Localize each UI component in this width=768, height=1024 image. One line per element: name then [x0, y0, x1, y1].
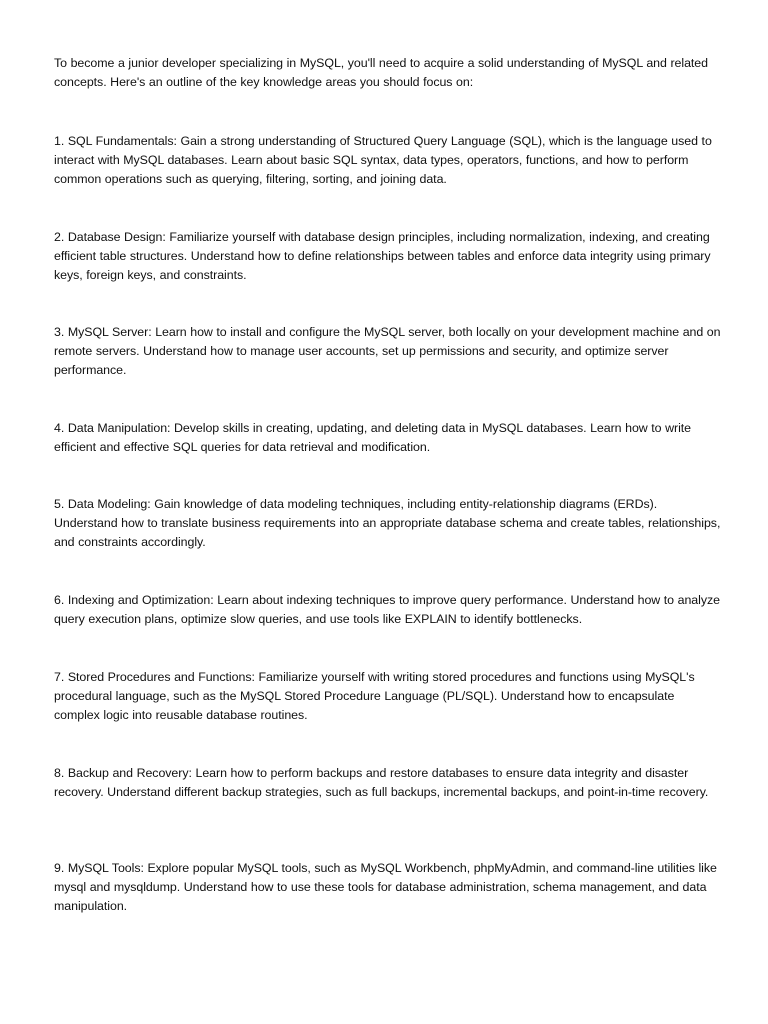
intro-paragraph: To become a junior developer specializing in MySQL, you'll need to acquire a solid understanding of MySQL and related concepts. Here's an outline of the key knowledge areas you should focus on: — [54, 56, 708, 90]
list-item-database-design: 2. Database Design: Familiarize yourself with database design principles, including normalization, indexing, and creating efficient table structures. Understand how to define relationships between tables and enforce data integrity using primary keys, foreign keys, and constraints. — [54, 230, 711, 283]
list-item-indexing-optimization: 6. Indexing and Optimization: Learn about indexing techniques to improve query performance. Understand how to analyze query execution plans, optimize slow queries, and use tools like EXPLAIN to identify bottlenecks. — [54, 593, 720, 627]
list-item-mysql-server: 3. MySQL Server: Learn how to install and configure the MySQL server, both locally on your development machine and on remote servers. Understand how to manage user accounts, set up permissions and security, and optimize server performance. — [54, 325, 721, 378]
list-item-data-modeling: 5. Data Modeling: Gain knowledge of data modeling techniques, including entity-relationship diagrams (ERDs). Understand how to translate business requirements into an appropriate database schema and create tables, relationships, and constraints accordingly. — [54, 497, 721, 550]
list-item-mysql-tools: 9. MySQL Tools: Explore popular MySQL tools, such as MySQL Workbench, phpMyAdmin, and command-line utilities like mysql and mysqldump. Understand how to use these tools for database administration, schema management, and data manipulation. — [54, 861, 717, 914]
list-item-sql-fundamentals: 1. SQL Fundamentals: Gain a strong understanding of Structured Query Language (SQL), which is the language used to interact with MySQL databases. Learn about basic SQL syntax, data types, operators, functions, and how to perform common operations such as querying, filtering, sorting, and joining data. — [54, 134, 712, 187]
list-item-data-manipulation: 4. Data Manipulation: Develop skills in creating, updating, and deleting data in MySQL databases. Learn how to write efficient and effective SQL queries for data retrieval and modification. — [54, 421, 692, 455]
list-item-backup-recovery: 8. Backup and Recovery: Learn how to perform backups and restore databases to ensure data integrity and disaster recovery. Understand different backup strategies, such as full backups, incremental backups, and point-in-time recovery. — [54, 766, 709, 800]
list-item-stored-procedures: 7. Stored Procedures and Functions: Familiarize yourself with writing stored procedures and functions using MySQL's procedural language, such as the MySQL Stored Procedure Language (PL/SQL). Understand how to encapsulate complex logic into reusable database routines. — [54, 670, 695, 723]
